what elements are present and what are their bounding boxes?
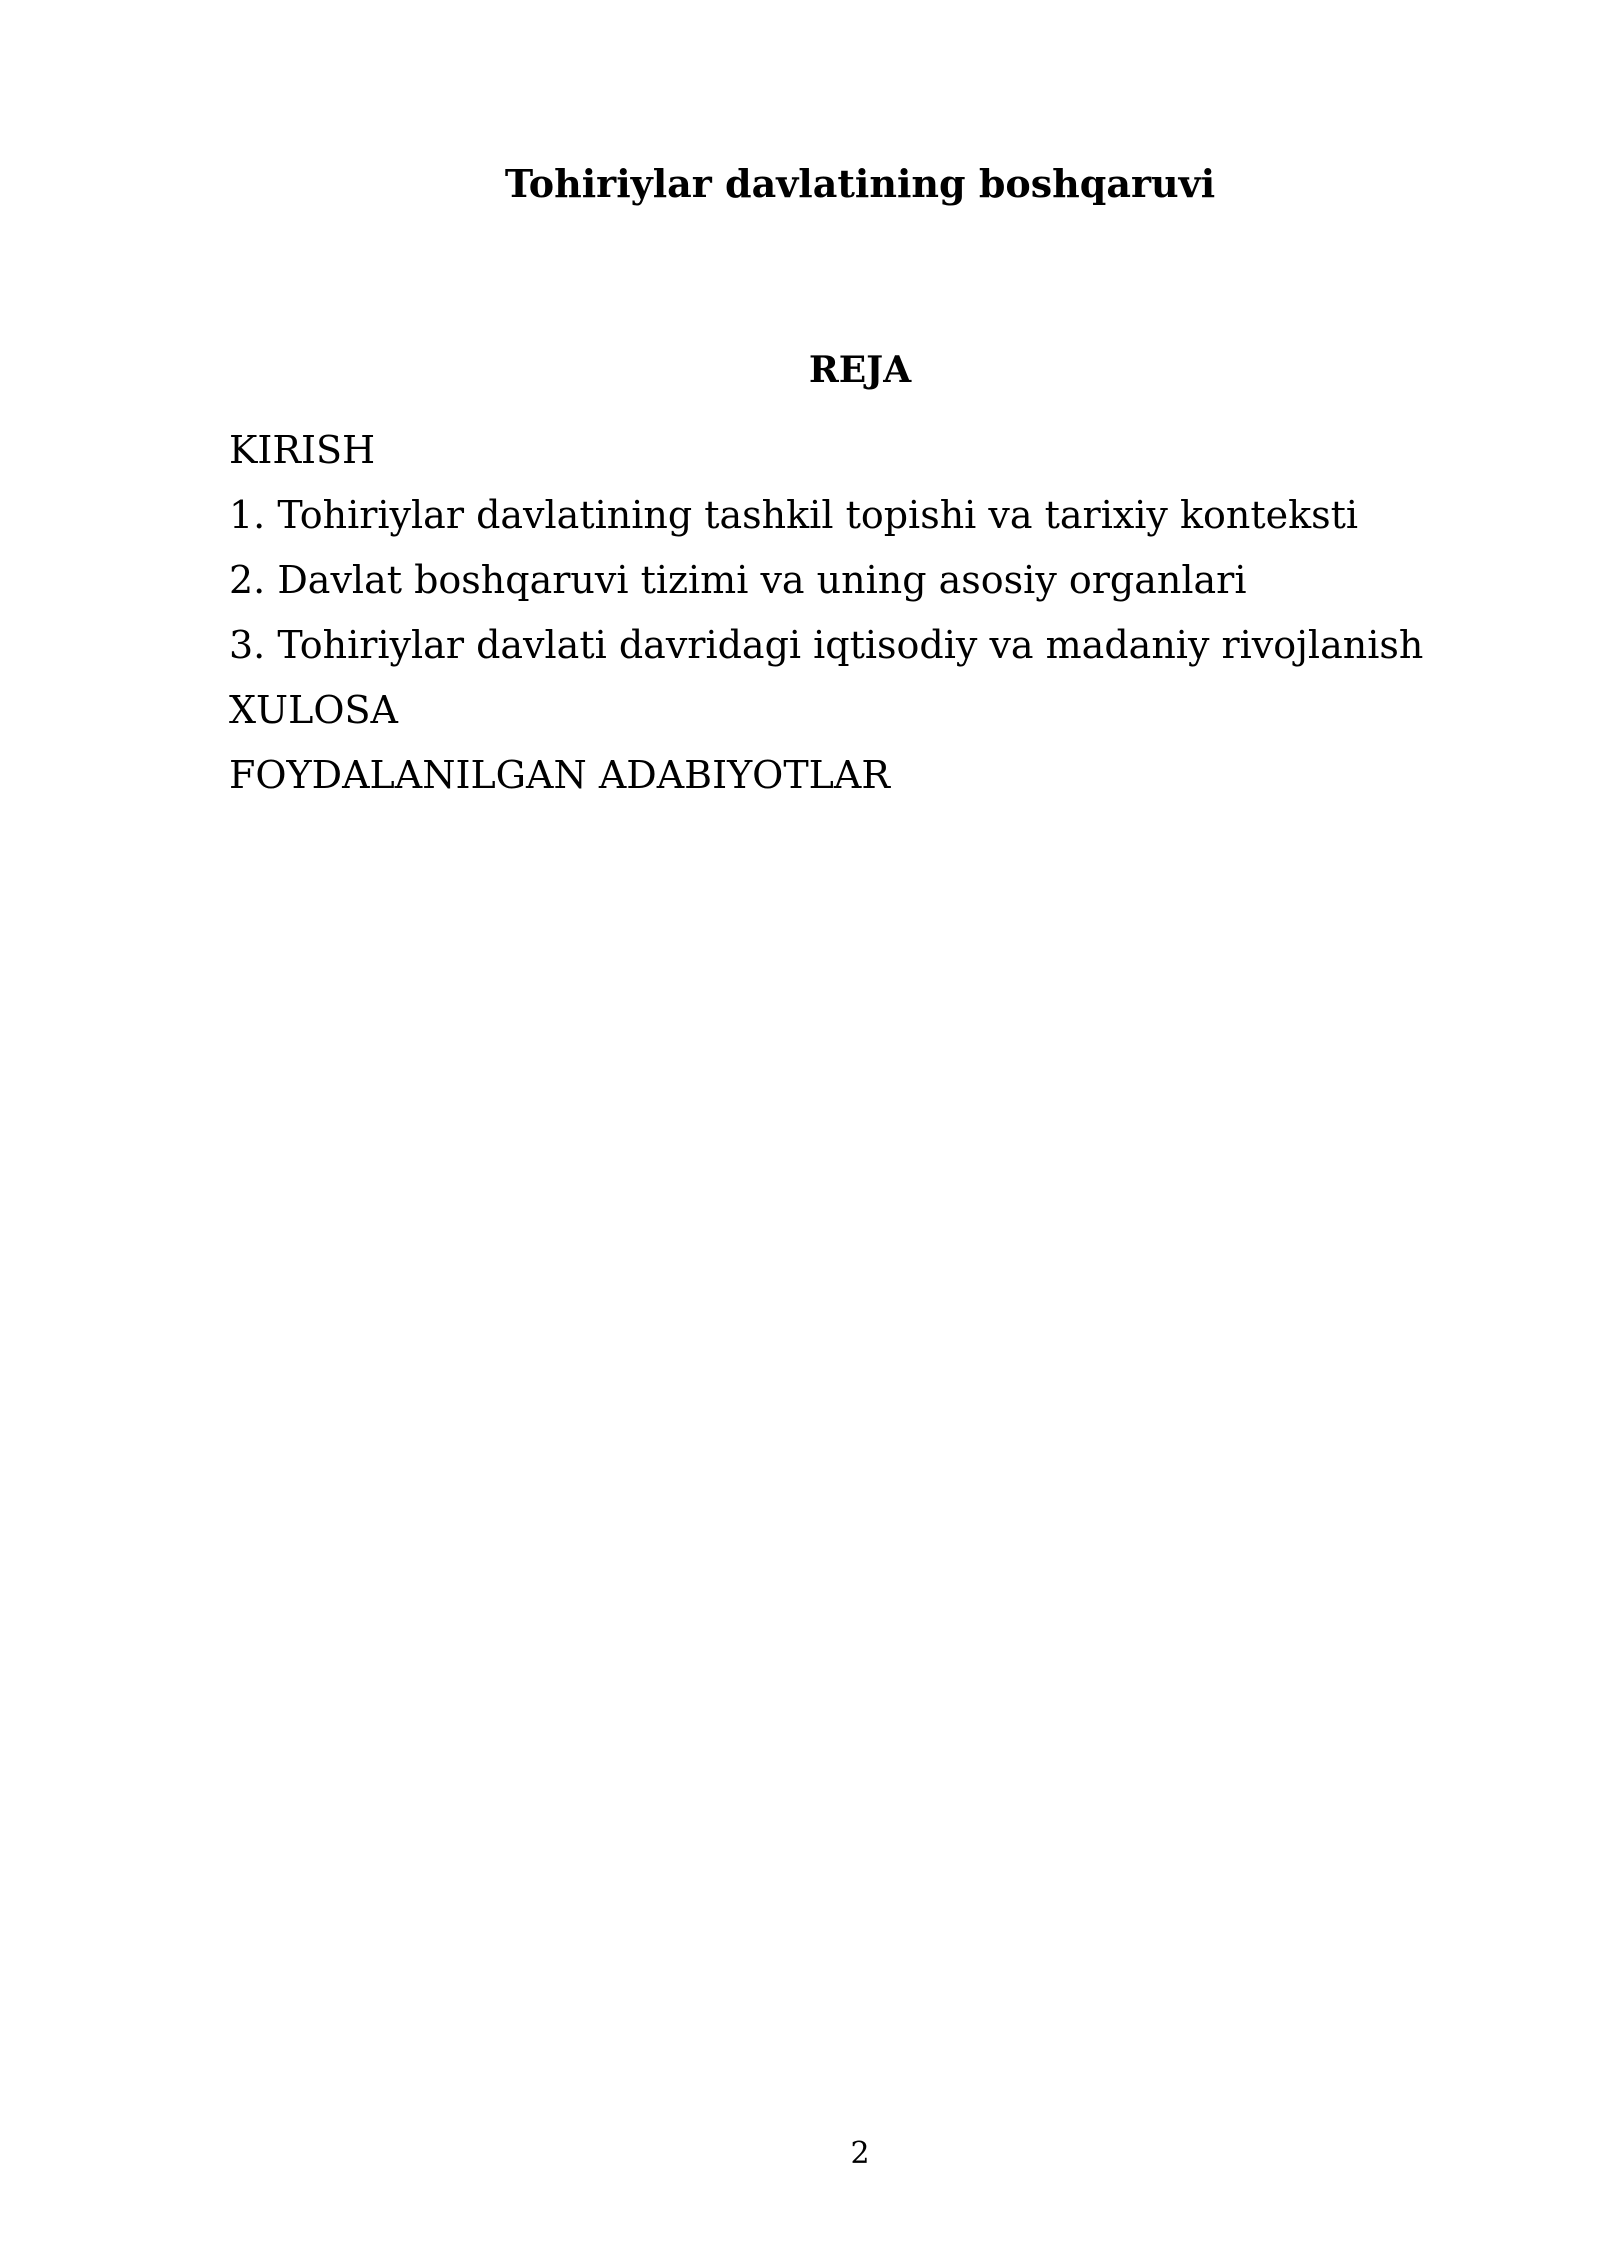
plan-heading: REJA bbox=[808, 349, 912, 391]
plan-item-conclusion: XULOSA bbox=[229, 688, 398, 732]
plan-item-1: 1. Tohiriylar davlatining tashkil topishi va tarixiy konteksti bbox=[229, 493, 1359, 537]
plan-item-2: 2. Davlat boshqaruvi tizimi va uning asosiy organlari bbox=[229, 558, 1247, 602]
page-title: Tohiriylar davlatining boshqaruvi bbox=[504, 161, 1216, 206]
plan-list bbox=[229, 418, 1423, 808]
page-number: 2 bbox=[850, 2136, 870, 2171]
plan-item-introduction: KIRISH bbox=[229, 428, 376, 472]
plan-item-references: FOYDALANILGAN ADABIYOTLAR bbox=[229, 753, 890, 797]
plan-item-3: 3. Tohiriylar davlati davridagi iqtisodiy va madaniy rivojlanish bbox=[229, 623, 1424, 667]
